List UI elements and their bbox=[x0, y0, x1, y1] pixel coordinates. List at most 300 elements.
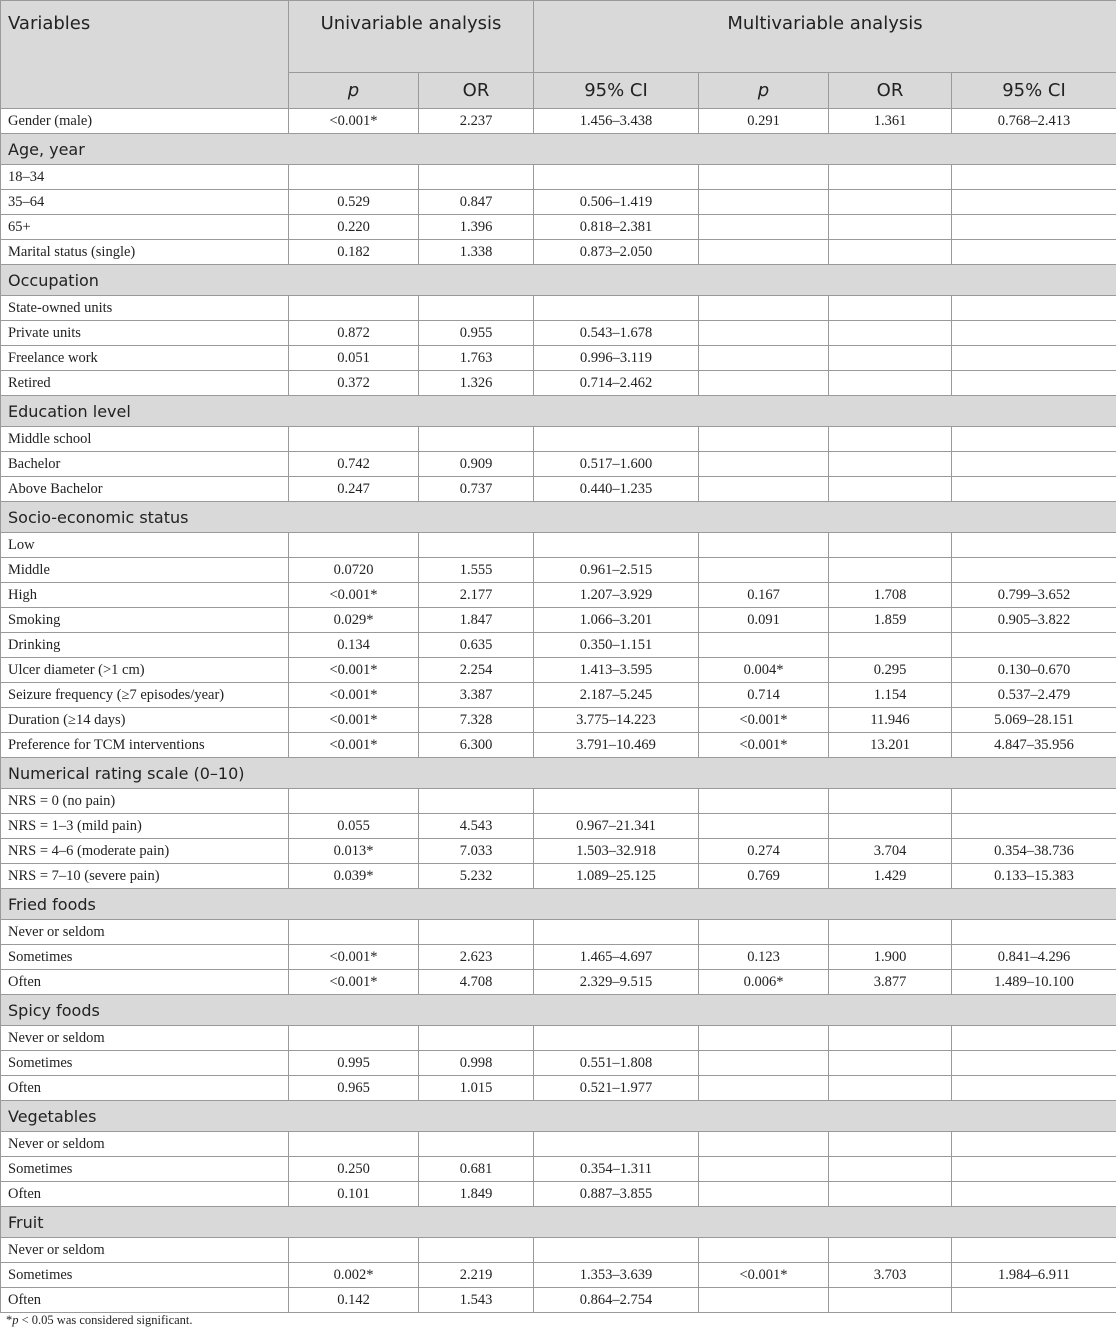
cell-uni-or: 1.849 bbox=[419, 1182, 534, 1207]
section-label: Fruit bbox=[1, 1207, 1116, 1238]
row-label: NRS = 4–6 (moderate pain) bbox=[1, 839, 289, 864]
row-label: NRS = 7–10 (severe pain) bbox=[1, 864, 289, 889]
cell-multi-p bbox=[699, 427, 829, 452]
cell-multi-ci bbox=[952, 1076, 1116, 1101]
cell-uni-p: <0.001* bbox=[289, 945, 419, 970]
cell-uni-ci bbox=[534, 427, 699, 452]
cell-multi-p bbox=[699, 814, 829, 839]
row-label: 35–64 bbox=[1, 190, 289, 215]
cell-multi-or: 3.703 bbox=[829, 1263, 952, 1288]
row-label: Sometimes bbox=[1, 945, 289, 970]
section-label: Occupation bbox=[1, 265, 1116, 296]
cell-uni-p: 0.142 bbox=[289, 1288, 419, 1313]
cell-uni-p bbox=[289, 920, 419, 945]
row-label: Ulcer diameter (>1 cm) bbox=[1, 658, 289, 683]
cell-multi-p bbox=[699, 1132, 829, 1157]
cell-multi-p bbox=[699, 296, 829, 321]
row-label: NRS = 0 (no pain) bbox=[1, 789, 289, 814]
cell-multi-or: 1.859 bbox=[829, 608, 952, 633]
cell-uni-or: 0.681 bbox=[419, 1157, 534, 1182]
cell-multi-or: 1.900 bbox=[829, 945, 952, 970]
table-row bbox=[1, 1288, 1116, 1313]
cell-uni-or: 0.737 bbox=[419, 477, 534, 502]
cell-multi-ci bbox=[952, 427, 1116, 452]
cell-uni-ci bbox=[534, 920, 699, 945]
cell-uni-ci: 0.714–2.462 bbox=[534, 371, 699, 396]
table-row bbox=[1, 558, 1116, 583]
cell-multi-p bbox=[699, 215, 829, 240]
section-header-row bbox=[1, 1207, 1116, 1238]
row-label: Often bbox=[1, 1076, 289, 1101]
cell-uni-p: 0.182 bbox=[289, 240, 419, 265]
cell-multi-or: 3.704 bbox=[829, 839, 952, 864]
row-label: Never or seldom bbox=[1, 1132, 289, 1157]
cell-uni-or: 0.909 bbox=[419, 452, 534, 477]
footnote-text: < 0.05 was considered significant. bbox=[18, 1313, 193, 1327]
cell-multi-ci bbox=[952, 296, 1116, 321]
cell-uni-or: 1.763 bbox=[419, 346, 534, 371]
row-label: 65+ bbox=[1, 215, 289, 240]
cell-multi-or bbox=[829, 296, 952, 321]
cell-multi-or bbox=[829, 1076, 952, 1101]
cell-uni-or: 7.033 bbox=[419, 839, 534, 864]
row-label: Never or seldom bbox=[1, 920, 289, 945]
table-row bbox=[1, 608, 1116, 633]
cell-multi-p: 0.167 bbox=[699, 583, 829, 608]
cell-uni-p: 0.742 bbox=[289, 452, 419, 477]
cell-uni-p: <0.001* bbox=[289, 583, 419, 608]
cell-multi-or: 0.295 bbox=[829, 658, 952, 683]
cell-uni-or: 1.543 bbox=[419, 1288, 534, 1313]
cell-uni-ci: 0.864–2.754 bbox=[534, 1288, 699, 1313]
cell-multi-or bbox=[829, 1288, 952, 1313]
cell-multi-ci: 0.354–38.736 bbox=[952, 839, 1116, 864]
cell-uni-p: 0.134 bbox=[289, 633, 419, 658]
cell-multi-ci bbox=[952, 452, 1116, 477]
table-row bbox=[1, 814, 1116, 839]
cell-uni-p: 0.372 bbox=[289, 371, 419, 396]
section-header-row bbox=[1, 396, 1116, 427]
cell-uni-p bbox=[289, 1026, 419, 1051]
table-row bbox=[1, 321, 1116, 346]
cell-uni-ci: 1.089–25.125 bbox=[534, 864, 699, 889]
cell-multi-p: 0.769 bbox=[699, 864, 829, 889]
cell-uni-or: 2.254 bbox=[419, 658, 534, 683]
cell-multi-ci bbox=[952, 321, 1116, 346]
cell-uni-ci: 1.066–3.201 bbox=[534, 608, 699, 633]
table-row bbox=[1, 215, 1116, 240]
header-multivariable: Multivariable analysis bbox=[534, 1, 1116, 73]
cell-uni-ci: 1.207–3.929 bbox=[534, 583, 699, 608]
cell-uni-ci: 0.506–1.419 bbox=[534, 190, 699, 215]
cell-uni-ci: 2.329–9.515 bbox=[534, 970, 699, 995]
cell-multi-or bbox=[829, 240, 952, 265]
table-row bbox=[1, 683, 1116, 708]
table-row bbox=[1, 970, 1116, 995]
cell-uni-ci: 1.413–3.595 bbox=[534, 658, 699, 683]
cell-uni-or: 0.955 bbox=[419, 321, 534, 346]
cell-multi-p: 0.091 bbox=[699, 608, 829, 633]
cell-uni-p: 0.101 bbox=[289, 1182, 419, 1207]
section-label: Numerical rating scale (0–10) bbox=[1, 758, 1116, 789]
row-label: Preference for TCM interventions bbox=[1, 733, 289, 758]
cell-uni-or: 3.387 bbox=[419, 683, 534, 708]
cell-multi-or: 1.361 bbox=[829, 109, 952, 134]
cell-multi-or bbox=[829, 165, 952, 190]
cell-multi-ci bbox=[952, 633, 1116, 658]
cell-uni-ci: 0.354–1.311 bbox=[534, 1157, 699, 1182]
cell-uni-p: 0.995 bbox=[289, 1051, 419, 1076]
table-row bbox=[1, 190, 1116, 215]
header-multi-or: OR bbox=[829, 73, 952, 109]
cell-multi-p: <0.001* bbox=[699, 708, 829, 733]
footnote-mark: * bbox=[6, 1313, 13, 1327]
cell-multi-ci bbox=[952, 1026, 1116, 1051]
cell-uni-p: 0.002* bbox=[289, 1263, 419, 1288]
table-row bbox=[1, 1182, 1116, 1207]
cell-multi-ci bbox=[952, 1051, 1116, 1076]
cell-uni-or: 1.326 bbox=[419, 371, 534, 396]
row-label: Middle bbox=[1, 558, 289, 583]
section-header-row bbox=[1, 1101, 1116, 1132]
cell-multi-p bbox=[699, 1026, 829, 1051]
cell-uni-p bbox=[289, 1238, 419, 1263]
section-header-row bbox=[1, 502, 1116, 533]
cell-multi-ci bbox=[952, 789, 1116, 814]
cell-uni-p: <0.001* bbox=[289, 733, 419, 758]
row-label: NRS = 1–3 (mild pain) bbox=[1, 814, 289, 839]
table-row bbox=[1, 633, 1116, 658]
table-row bbox=[1, 708, 1116, 733]
cell-multi-ci bbox=[952, 1132, 1116, 1157]
cell-multi-or: 1.429 bbox=[829, 864, 952, 889]
cell-uni-or: 5.232 bbox=[419, 864, 534, 889]
cell-multi-or bbox=[829, 558, 952, 583]
cell-uni-p: 0.013* bbox=[289, 839, 419, 864]
cell-multi-or bbox=[829, 371, 952, 396]
table-row bbox=[1, 945, 1116, 970]
section-label: Fried foods bbox=[1, 889, 1116, 920]
row-label: Bachelor bbox=[1, 452, 289, 477]
cell-uni-or: 1.338 bbox=[419, 240, 534, 265]
header-uni-ci: 95% CI bbox=[534, 73, 699, 109]
header-multi-p: p bbox=[699, 73, 829, 109]
cell-multi-ci bbox=[952, 1288, 1116, 1313]
cell-multi-ci bbox=[952, 165, 1116, 190]
table-row bbox=[1, 427, 1116, 452]
cell-uni-or: 0.635 bbox=[419, 633, 534, 658]
section-label: Spicy foods bbox=[1, 995, 1116, 1026]
table-row bbox=[1, 165, 1116, 190]
cell-uni-or: 1.396 bbox=[419, 215, 534, 240]
cell-uni-ci: 0.551–1.808 bbox=[534, 1051, 699, 1076]
table-row bbox=[1, 1051, 1116, 1076]
cell-multi-ci bbox=[952, 190, 1116, 215]
section-header-row bbox=[1, 265, 1116, 296]
cell-multi-or bbox=[829, 321, 952, 346]
row-label: 18–34 bbox=[1, 165, 289, 190]
cell-multi-ci bbox=[952, 1238, 1116, 1263]
cell-multi-ci: 5.069–28.151 bbox=[952, 708, 1116, 733]
cell-uni-p: 0.220 bbox=[289, 215, 419, 240]
section-label: Age, year bbox=[1, 134, 1116, 165]
cell-multi-ci: 1.984–6.911 bbox=[952, 1263, 1116, 1288]
cell-uni-or bbox=[419, 165, 534, 190]
row-label: Sometimes bbox=[1, 1157, 289, 1182]
row-label: Often bbox=[1, 1288, 289, 1313]
cell-uni-or: 1.847 bbox=[419, 608, 534, 633]
section-label: Socio-economic status bbox=[1, 502, 1116, 533]
cell-multi-ci: 0.905–3.822 bbox=[952, 608, 1116, 633]
cell-uni-p: 0.039* bbox=[289, 864, 419, 889]
cell-multi-or bbox=[829, 477, 952, 502]
row-label: Gender (male) bbox=[1, 109, 289, 134]
cell-multi-ci: 0.133–15.383 bbox=[952, 864, 1116, 889]
cell-uni-or: 4.543 bbox=[419, 814, 534, 839]
cell-multi-p bbox=[699, 1076, 829, 1101]
cell-uni-p: 0.529 bbox=[289, 190, 419, 215]
table-row bbox=[1, 1076, 1116, 1101]
cell-multi-or: 13.201 bbox=[829, 733, 952, 758]
cell-multi-p bbox=[699, 371, 829, 396]
row-label: Freelance work bbox=[1, 346, 289, 371]
cell-uni-or: 7.328 bbox=[419, 708, 534, 733]
header-uni-or: OR bbox=[419, 73, 534, 109]
row-label: Sometimes bbox=[1, 1051, 289, 1076]
cell-uni-ci: 1.503–32.918 bbox=[534, 839, 699, 864]
table-row bbox=[1, 658, 1116, 683]
cell-multi-p: 0.006* bbox=[699, 970, 829, 995]
cell-uni-ci: 0.543–1.678 bbox=[534, 321, 699, 346]
cell-uni-ci: 0.350–1.151 bbox=[534, 633, 699, 658]
section-header-row bbox=[1, 889, 1116, 920]
table-body bbox=[1, 109, 1116, 1313]
cell-multi-or: 1.154 bbox=[829, 683, 952, 708]
row-label: Often bbox=[1, 970, 289, 995]
cell-uni-ci: 0.818–2.381 bbox=[534, 215, 699, 240]
cell-uni-ci: 1.353–3.639 bbox=[534, 1263, 699, 1288]
cell-uni-ci: 0.521–1.977 bbox=[534, 1076, 699, 1101]
cell-uni-ci: 1.456–3.438 bbox=[534, 109, 699, 134]
cell-uni-p: 0.029* bbox=[289, 608, 419, 633]
cell-multi-p: 0.291 bbox=[699, 109, 829, 134]
table-row bbox=[1, 1157, 1116, 1182]
row-label: Retired bbox=[1, 371, 289, 396]
cell-uni-or bbox=[419, 427, 534, 452]
cell-multi-ci bbox=[952, 533, 1116, 558]
table-row bbox=[1, 920, 1116, 945]
table-row bbox=[1, 240, 1116, 265]
table-row bbox=[1, 864, 1116, 889]
cell-multi-p bbox=[699, 1157, 829, 1182]
cell-uni-ci: 0.873–2.050 bbox=[534, 240, 699, 265]
cell-multi-p bbox=[699, 533, 829, 558]
row-label: Often bbox=[1, 1182, 289, 1207]
cell-multi-p: 0.714 bbox=[699, 683, 829, 708]
cell-uni-or bbox=[419, 1238, 534, 1263]
cell-multi-ci bbox=[952, 371, 1116, 396]
cell-uni-p bbox=[289, 165, 419, 190]
cell-multi-ci bbox=[952, 1157, 1116, 1182]
cell-multi-or bbox=[829, 1132, 952, 1157]
cell-multi-p bbox=[699, 346, 829, 371]
table-row bbox=[1, 1132, 1116, 1157]
table-row bbox=[1, 109, 1116, 134]
cell-multi-ci bbox=[952, 240, 1116, 265]
cell-uni-ci bbox=[534, 1238, 699, 1263]
section-label: Vegetables bbox=[1, 1101, 1116, 1132]
cell-multi-p bbox=[699, 321, 829, 346]
cell-multi-or bbox=[829, 1026, 952, 1051]
cell-uni-p: 0.872 bbox=[289, 321, 419, 346]
cell-multi-p bbox=[699, 1288, 829, 1313]
cell-uni-p: <0.001* bbox=[289, 658, 419, 683]
cell-uni-or: 2.623 bbox=[419, 945, 534, 970]
cell-multi-or bbox=[829, 814, 952, 839]
cell-uni-or bbox=[419, 789, 534, 814]
cell-multi-p bbox=[699, 477, 829, 502]
cell-uni-p: 0.250 bbox=[289, 1157, 419, 1182]
cell-multi-p bbox=[699, 452, 829, 477]
cell-multi-ci bbox=[952, 920, 1116, 945]
table-row bbox=[1, 296, 1116, 321]
cell-uni-or bbox=[419, 1132, 534, 1157]
cell-uni-or bbox=[419, 296, 534, 321]
row-label: State-owned units bbox=[1, 296, 289, 321]
section-header-row bbox=[1, 758, 1116, 789]
cell-uni-p bbox=[289, 296, 419, 321]
cell-multi-or bbox=[829, 789, 952, 814]
table-row bbox=[1, 452, 1116, 477]
cell-uni-ci bbox=[534, 1132, 699, 1157]
cell-uni-ci: 0.996–3.119 bbox=[534, 346, 699, 371]
cell-uni-or: 0.998 bbox=[419, 1051, 534, 1076]
cell-uni-or bbox=[419, 533, 534, 558]
cell-uni-or: 2.237 bbox=[419, 109, 534, 134]
cell-multi-or bbox=[829, 190, 952, 215]
row-label: Never or seldom bbox=[1, 1238, 289, 1263]
cell-multi-or bbox=[829, 346, 952, 371]
row-label: Smoking bbox=[1, 608, 289, 633]
table-row bbox=[1, 477, 1116, 502]
cell-uni-or: 2.219 bbox=[419, 1263, 534, 1288]
cell-uni-ci bbox=[534, 296, 699, 321]
row-label: Duration (≥14 days) bbox=[1, 708, 289, 733]
section-header-row bbox=[1, 995, 1116, 1026]
header-univariable: Univariable analysis bbox=[289, 1, 534, 73]
cell-multi-ci: 4.847–35.956 bbox=[952, 733, 1116, 758]
table-row bbox=[1, 789, 1116, 814]
cell-uni-or: 1.555 bbox=[419, 558, 534, 583]
table-row bbox=[1, 1263, 1116, 1288]
cell-multi-p: <0.001* bbox=[699, 733, 829, 758]
cell-uni-or: 0.847 bbox=[419, 190, 534, 215]
cell-multi-ci: 0.841–4.296 bbox=[952, 945, 1116, 970]
cell-multi-p bbox=[699, 240, 829, 265]
header-multi-ci: 95% CI bbox=[952, 73, 1116, 109]
row-label: Private units bbox=[1, 321, 289, 346]
table-row bbox=[1, 533, 1116, 558]
cell-multi-p bbox=[699, 165, 829, 190]
cell-uni-or bbox=[419, 920, 534, 945]
cell-multi-or bbox=[829, 215, 952, 240]
cell-uni-ci bbox=[534, 165, 699, 190]
row-label: Middle school bbox=[1, 427, 289, 452]
cell-multi-or bbox=[829, 1051, 952, 1076]
table-row bbox=[1, 583, 1116, 608]
cell-uni-ci: 0.517–1.600 bbox=[534, 452, 699, 477]
cell-multi-p bbox=[699, 789, 829, 814]
cell-multi-or: 1.708 bbox=[829, 583, 952, 608]
cell-uni-p: 0.965 bbox=[289, 1076, 419, 1101]
cell-uni-or: 6.300 bbox=[419, 733, 534, 758]
cell-uni-p: <0.001* bbox=[289, 708, 419, 733]
row-label: Marital status (single) bbox=[1, 240, 289, 265]
cell-multi-p bbox=[699, 558, 829, 583]
cell-uni-p bbox=[289, 533, 419, 558]
cell-uni-or: 1.015 bbox=[419, 1076, 534, 1101]
cell-uni-ci: 2.187–5.245 bbox=[534, 683, 699, 708]
table-row bbox=[1, 733, 1116, 758]
cell-uni-p: <0.001* bbox=[289, 970, 419, 995]
cell-uni-p: 0.247 bbox=[289, 477, 419, 502]
section-label: Education level bbox=[1, 396, 1116, 427]
cell-uni-p bbox=[289, 789, 419, 814]
cell-multi-p: 0.274 bbox=[699, 839, 829, 864]
row-label: Drinking bbox=[1, 633, 289, 658]
footnote-p: p bbox=[12, 1313, 19, 1327]
table-row bbox=[1, 371, 1116, 396]
cell-multi-p: <0.001* bbox=[699, 1263, 829, 1288]
cell-uni-ci: 0.440–1.235 bbox=[534, 477, 699, 502]
cell-multi-ci: 0.537–2.479 bbox=[952, 683, 1116, 708]
cell-uni-ci bbox=[534, 533, 699, 558]
header-uni-p: p bbox=[289, 73, 419, 109]
cell-uni-ci: 0.887–3.855 bbox=[534, 1182, 699, 1207]
cell-multi-p bbox=[699, 1182, 829, 1207]
cell-uni-p: <0.001* bbox=[289, 109, 419, 134]
cell-multi-or bbox=[829, 633, 952, 658]
cell-uni-ci bbox=[534, 1026, 699, 1051]
row-label: Sometimes bbox=[1, 1263, 289, 1288]
cell-uni-p: 0.0720 bbox=[289, 558, 419, 583]
table-row bbox=[1, 1026, 1116, 1051]
cell-uni-ci: 0.961–2.515 bbox=[534, 558, 699, 583]
cell-multi-or bbox=[829, 1157, 952, 1182]
cell-multi-p: 0.123 bbox=[699, 945, 829, 970]
cell-multi-p bbox=[699, 633, 829, 658]
cell-uni-or: 4.708 bbox=[419, 970, 534, 995]
cell-multi-or: 3.877 bbox=[829, 970, 952, 995]
table-row bbox=[1, 839, 1116, 864]
cell-multi-ci bbox=[952, 215, 1116, 240]
section-header-row bbox=[1, 134, 1116, 165]
cell-multi-p bbox=[699, 1051, 829, 1076]
cell-multi-or bbox=[829, 427, 952, 452]
cell-uni-or: 2.177 bbox=[419, 583, 534, 608]
cell-uni-ci: 1.465–4.697 bbox=[534, 945, 699, 970]
cell-multi-ci: 0.799–3.652 bbox=[952, 583, 1116, 608]
cell-uni-ci bbox=[534, 789, 699, 814]
cell-uni-ci: 3.775–14.223 bbox=[534, 708, 699, 733]
row-label: Never or seldom bbox=[1, 1026, 289, 1051]
footnote bbox=[6, 1313, 193, 1328]
cell-multi-ci bbox=[952, 1182, 1116, 1207]
cell-multi-or bbox=[829, 533, 952, 558]
cell-multi-ci bbox=[952, 346, 1116, 371]
cell-multi-or: 11.946 bbox=[829, 708, 952, 733]
cell-multi-ci: 0.768–2.413 bbox=[952, 109, 1116, 134]
